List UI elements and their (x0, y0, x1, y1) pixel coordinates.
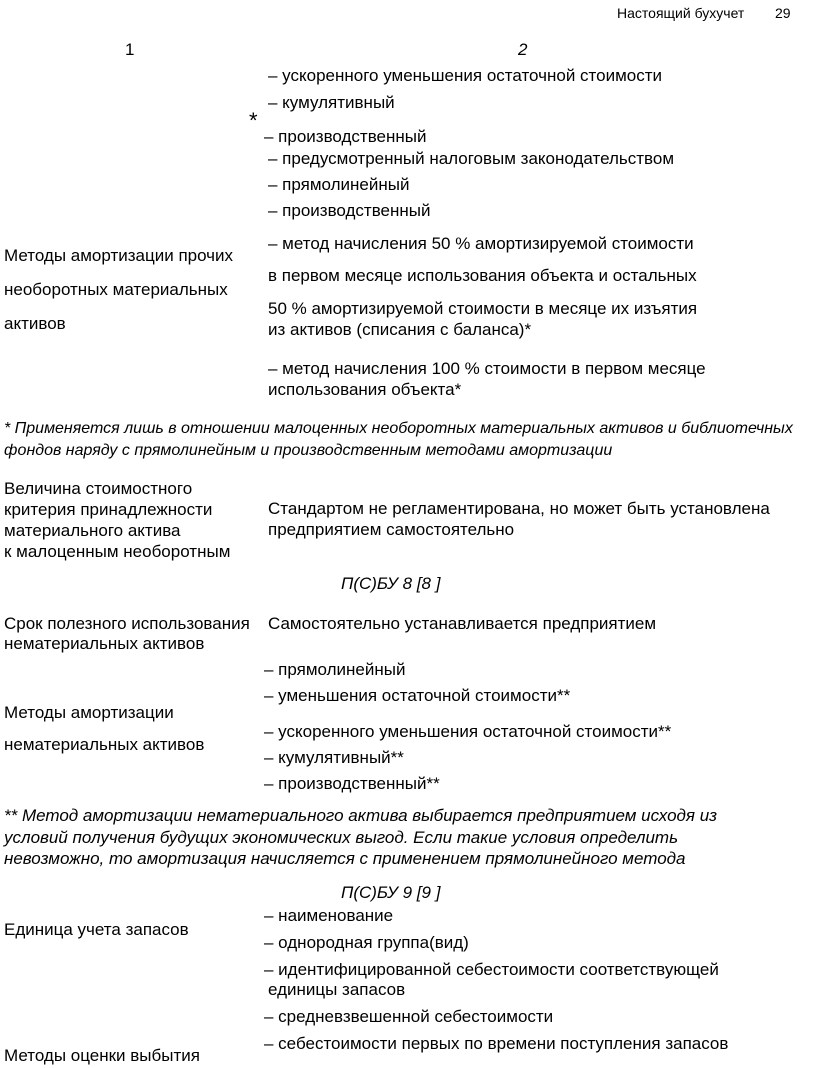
row-label: Методы амортизации (4, 703, 174, 722)
method-item: – ускоренного уменьшения остаточной стоимости (268, 66, 663, 85)
list-item-continuation: единицы запасов (268, 980, 406, 999)
row-label: Единица учета запасов (4, 920, 189, 939)
row-label: Срок полезного использования (4, 614, 250, 633)
method-item-continuation: 50 % амортизируемой стоимости в месяце их изъятия (268, 299, 698, 318)
method-item: – прямолинейный (268, 175, 410, 194)
standard-heading: П(С)БУ 9 [9 ] (341, 883, 441, 902)
row-label: критерия принадлежности (4, 500, 213, 519)
method-item: – предусмотренный налоговым законодательством (268, 149, 675, 168)
footnote: невозможно, то амортизация начисляется с применением прямолинейного метода (4, 849, 686, 868)
list-item: – себестоимости первых по времени поступления запасов (264, 1034, 729, 1053)
row-label: к малоценным необоротным (4, 542, 231, 561)
list-item: – наименование (264, 906, 394, 925)
running-header-title: Настоящий бухучет (617, 5, 745, 21)
method-item: – производственный (268, 201, 431, 220)
method-item: – кумулятивный** (264, 748, 404, 767)
standard-heading: П(С)БУ 8 [8 ] (341, 574, 441, 593)
method-item: – метод начисления 50 % амортизируемой стоимости (268, 234, 694, 253)
method-item-continuation: в первом месяце использования объекта и остальных (268, 266, 697, 285)
method-item-continuation: использования объекта* (268, 380, 462, 399)
row-label: Величина стоимостного (4, 479, 193, 498)
row-value: Самостоятельно устанавливается предприятием (268, 614, 657, 633)
method-item-continuation: из активов (списания с баланса)* (268, 320, 532, 339)
list-item: – идентифицированной себестоимости соответствующей (264, 960, 719, 979)
row-value: Стандартом не регламентирована, но может быть установлена (268, 499, 770, 518)
method-item: – метод начисления 100 % стоимости в первом месяце (268, 359, 706, 378)
page-number: 29 (775, 5, 791, 21)
method-item: – уменьшения остаточной стоимости** (264, 686, 571, 705)
footnote: условий получения будущих экономических выгод. Если такие условия определить (4, 828, 679, 847)
method-item: – ускоренного уменьшения остаточной стоимости** (264, 722, 672, 741)
asterisk-mark: * (249, 108, 258, 133)
row-label: нематериальных активов (4, 735, 205, 754)
row-value: предприятием самостоятельно (268, 520, 515, 539)
column-number-2: 2 (518, 40, 528, 59)
row-label: материального актива (4, 521, 181, 540)
footnote: * Применяется лишь в отношении малоценных необоротных материальных активов и библиотечных (4, 420, 793, 437)
footnote: фондов наряду с прямолинейным и производственным методами амортизации (4, 442, 613, 459)
column-number-1: 1 (125, 40, 135, 59)
list-item: – однородная группа(вид) (264, 933, 469, 952)
method-item: – кумулятивный (268, 93, 395, 112)
row-label: необоротных материальных (4, 280, 228, 299)
row-label: Методы амортизации прочих (4, 246, 234, 265)
footnote: ** Метод амортизации нематериального актива выбирается предприятием исходя из (4, 806, 718, 825)
method-item: – производственный (264, 127, 427, 146)
row-label: активов (4, 314, 66, 333)
row-label: Методы оценки выбытия (4, 1046, 200, 1065)
row-label: нематериальных активов (4, 634, 205, 653)
list-item: – средневзвешенной себестоимости (264, 1007, 554, 1026)
method-item: – производственный** (264, 774, 440, 793)
method-item: – прямолинейный (264, 660, 406, 679)
